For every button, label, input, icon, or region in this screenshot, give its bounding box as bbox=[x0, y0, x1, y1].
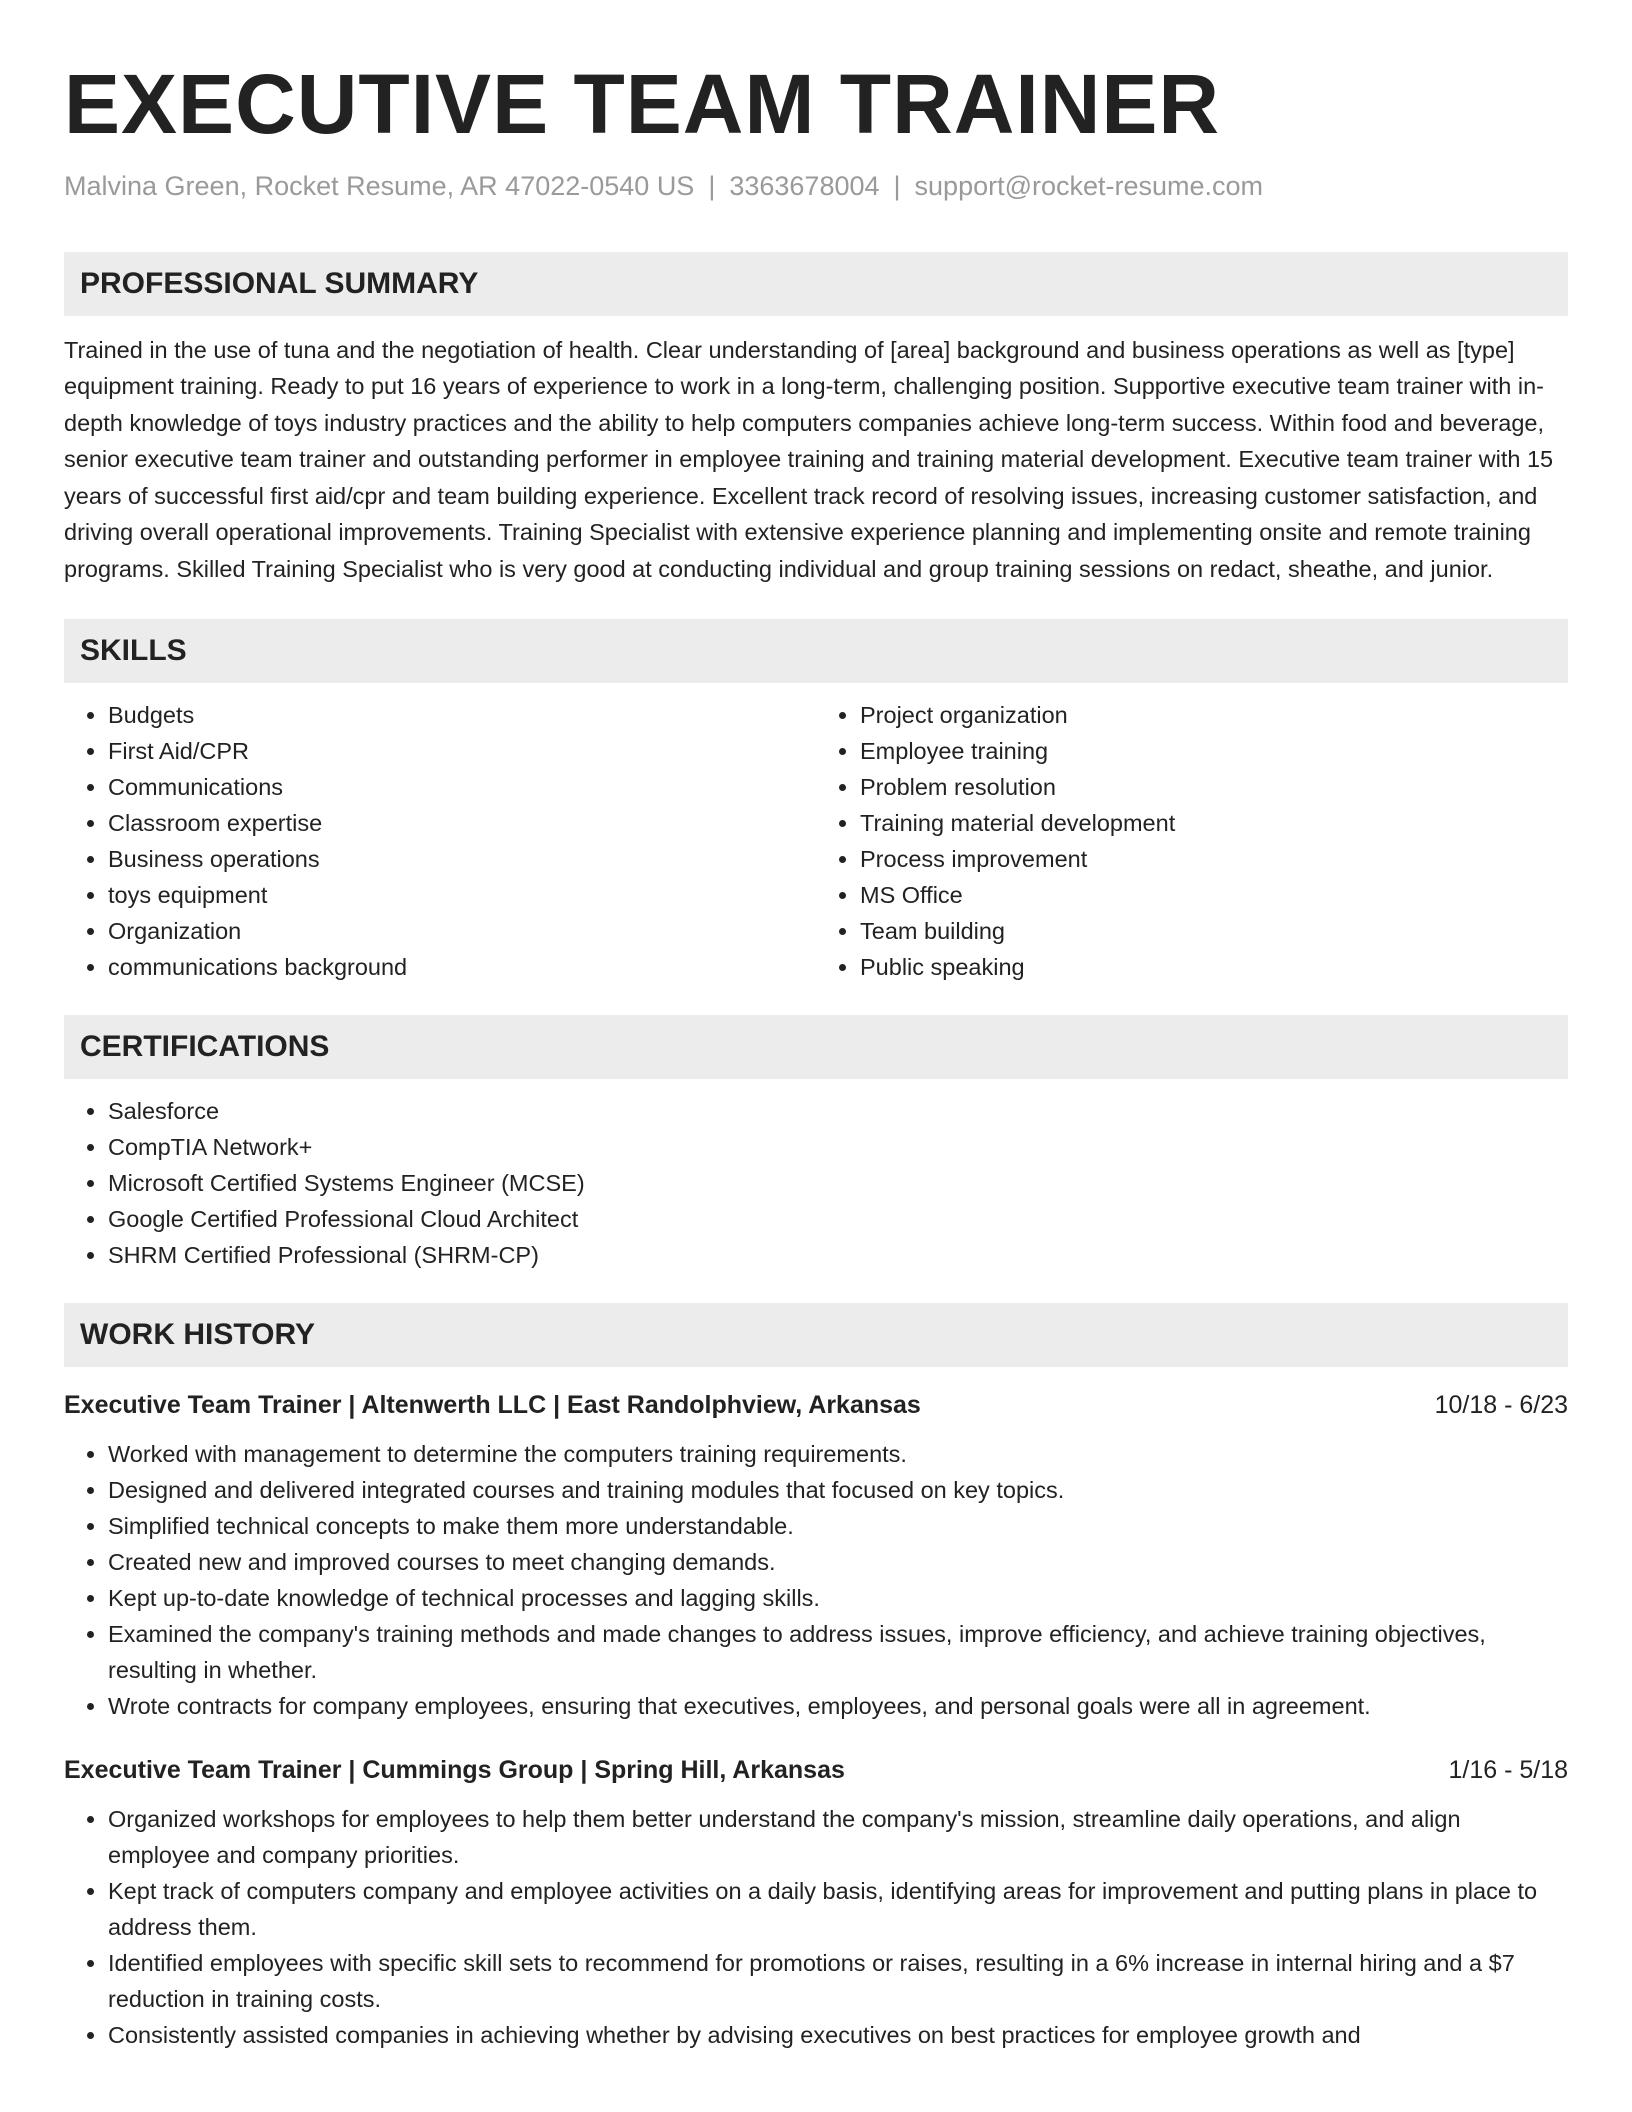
contact-line bbox=[64, 171, 1568, 202]
certification-item: • CompTIA Network+ bbox=[108, 1129, 1568, 1165]
skill-item: • Business operations bbox=[108, 841, 816, 877]
section-heading-certifications: CERTIFICATIONS bbox=[64, 1015, 1568, 1079]
job-bullet: • Worked with management to determine the computers training requirements. bbox=[108, 1436, 1568, 1472]
skill-item: • Team building bbox=[860, 913, 1568, 949]
job-title: Executive Team Trainer | Cummings Group | Spring Hill, Arkansas bbox=[64, 1756, 845, 1785]
certifications-list bbox=[64, 1093, 1568, 1273]
page-title: EXECUTIVE TEAM TRAINER bbox=[64, 57, 1221, 151]
job-title: Executive Team Trainer | Altenwerth LLC | East Randolphview, Arkansas bbox=[64, 1391, 921, 1420]
skill-item: • Classroom expertise bbox=[108, 805, 816, 841]
job-bullets bbox=[64, 1436, 1568, 1724]
job-bullet: • Simplified technical concepts to make them more understandable. bbox=[108, 1508, 1568, 1544]
summary-text: Trained in the use of tuna and the negotiation of health. Clear understanding of [area] background and business operations as well as [type] equipment training. Ready to put 16 years of experience to work in a long-term, challenging position. Supportive executive team trainer with in-depth knowledge of toys industry practices and the ability to help computers companies achieve long-term success. Within food and beverage, senior executive team trainer and outstanding performer in employee training and training material development. Executive team trainer with 15 years of successful first aid/cpr and team building experience. Excellent track record of resolving issues, increasing customer satisfaction, and driving overall operational improvements. Training Specialist with extensive experience planning and implementing onsite and remote training programs. Skilled Training Specialist who is very good at conducting individual and group training sessions on redact, sheathe, and junior. bbox=[64, 336, 1554, 582]
job-header bbox=[64, 1756, 1568, 1785]
contact-address: Malvina Green, Rocket Resume, AR 47022-0540 US bbox=[64, 170, 695, 201]
section-heading-summary: PROFESSIONAL SUMMARY bbox=[64, 252, 1568, 316]
skill-item: • MS Office bbox=[860, 877, 1568, 913]
contact-separator: | bbox=[708, 170, 716, 201]
job-bullet: • Kept track of computers company and employee activities on a daily basis, identifying areas for improvement and putting plans in place to address them. bbox=[108, 1873, 1568, 1945]
section-heading-work-history: WORK HISTORY bbox=[64, 1303, 1568, 1367]
certification-item: • SHRM Certified Professional (SHRM-CP) bbox=[108, 1237, 1568, 1273]
contact-email: support@rocket-resume.com bbox=[914, 170, 1264, 201]
certification-item: • Google Certified Professional Cloud Architect bbox=[108, 1201, 1568, 1237]
work-history-list bbox=[64, 1391, 1568, 2053]
job-bullet: • Kept up-to-date knowledge of technical processes and lagging skills. bbox=[108, 1580, 1568, 1616]
skill-item: • Process improvement bbox=[860, 841, 1568, 877]
skills-list bbox=[64, 697, 1568, 985]
certification-item: • Salesforce bbox=[108, 1093, 1568, 1129]
job-dates: 10/18 - 6/23 bbox=[1434, 1391, 1568, 1420]
skill-item: • communications background bbox=[108, 949, 816, 985]
job-bullet: • Created new and improved courses to meet changing demands. bbox=[108, 1544, 1568, 1580]
certification-item: • Microsoft Certified Systems Engineer (MCSE) bbox=[108, 1165, 1568, 1201]
skill-item: • Organization bbox=[108, 913, 816, 949]
job-bullet: • Wrote contracts for company employees, ensuring that executives, employees, and personal goals were all in agreement. bbox=[108, 1688, 1568, 1724]
skills-column-right bbox=[816, 697, 1568, 985]
job-bullet: • Consistently assisted companies in achieving whether by advising executives on best practices for employee growth and bbox=[108, 2017, 1568, 2053]
section-heading-skills: SKILLS bbox=[64, 619, 1568, 683]
job-entry bbox=[64, 1391, 1568, 1724]
job-bullet: • Organized workshops for employees to help them better understand the company's mission, streamline daily operations, and align employee and company priorities. bbox=[108, 1801, 1568, 1873]
skill-item: • Communications bbox=[108, 769, 816, 805]
contact-separator: | bbox=[893, 170, 901, 201]
job-entry bbox=[64, 1756, 1568, 2053]
skill-item: • Project organization bbox=[860, 697, 1568, 733]
skill-item: • First Aid/CPR bbox=[108, 733, 816, 769]
job-bullets bbox=[64, 1801, 1568, 2053]
skills-column-left bbox=[64, 697, 816, 985]
job-bullet: • Identified employees with specific skill sets to recommend for promotions or raises, resulting in a 6% increase in internal hiring and a $7 reduction in training costs. bbox=[108, 1945, 1568, 2017]
job-bullet: • Designed and delivered integrated courses and training modules that focused on key topics. bbox=[108, 1472, 1568, 1508]
contact-phone: 3363678004 bbox=[729, 170, 880, 201]
skill-item: • Public speaking bbox=[860, 949, 1568, 985]
skill-item: • toys equipment bbox=[108, 877, 816, 913]
job-dates: 1/16 - 5/18 bbox=[1448, 1756, 1568, 1785]
job-header bbox=[64, 1391, 1568, 1420]
skill-item: • Employee training bbox=[860, 733, 1568, 769]
job-bullet: • Examined the company's training methods and made changes to address issues, improve efficiency, and achieve training objectives, resulting in whether. bbox=[108, 1616, 1568, 1688]
skill-item: • Problem resolution bbox=[860, 769, 1568, 805]
skill-item: • Budgets bbox=[108, 697, 816, 733]
skill-item: • Training material development bbox=[860, 805, 1568, 841]
